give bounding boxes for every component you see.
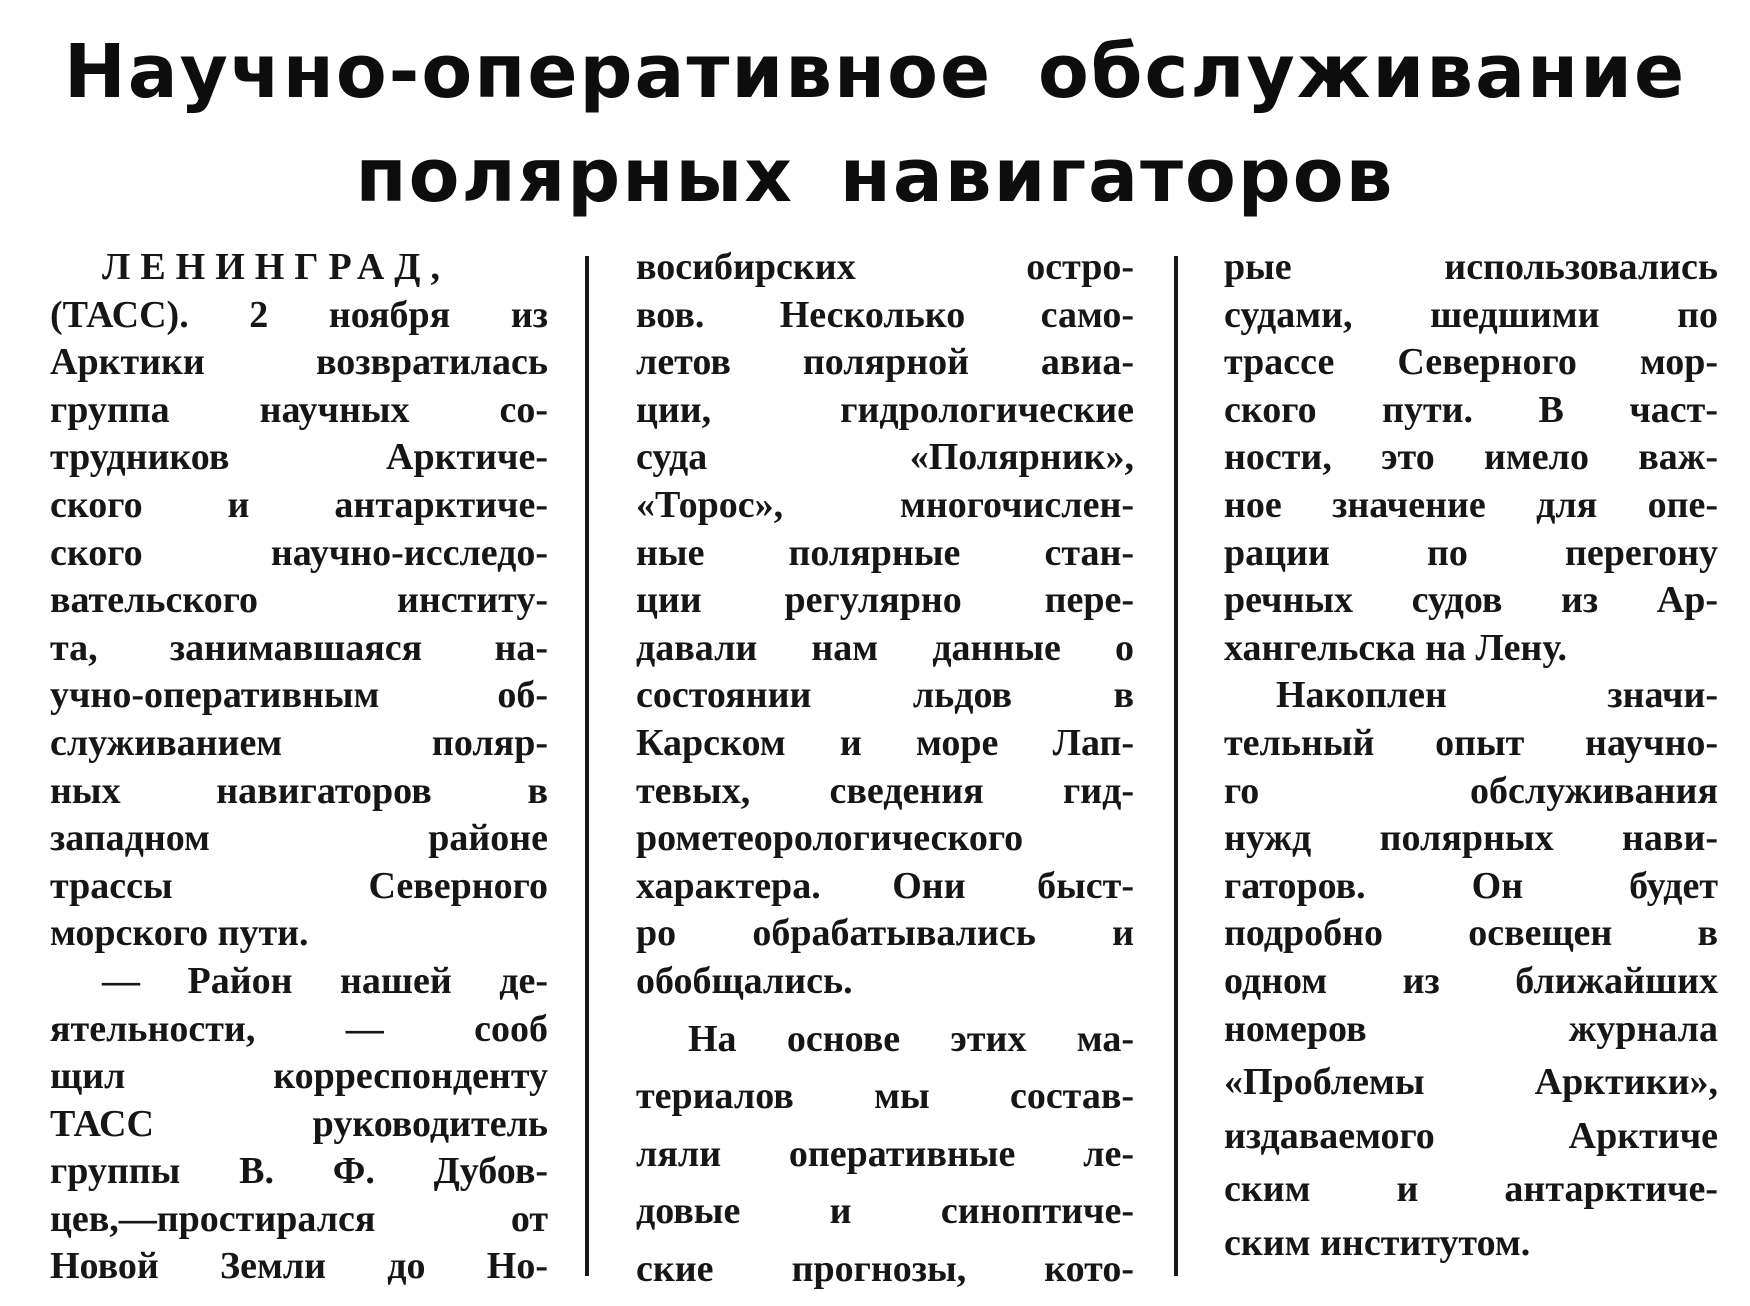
text-line: характера. Они быст- [636, 864, 1134, 907]
text-line: го обслуживания [1224, 769, 1718, 812]
text-line: «Проблемы Арктики», [1224, 1061, 1718, 1104]
text-line: нужд полярных нави- [1224, 817, 1718, 860]
text-line: щил корреспонденту [50, 1055, 548, 1098]
text-line: тельный опыт научно- [1224, 721, 1718, 764]
text-line: суда «Полярник», [636, 436, 1134, 479]
text-line: — Район нашей де- [102, 959, 548, 1002]
text-line: летов полярной авиа- [636, 341, 1134, 384]
text-line: морского пути. [50, 912, 309, 955]
text-line: хангельска на Лену. [1224, 626, 1568, 669]
text-line: издаваемого Арктиче [1224, 1114, 1718, 1157]
text-line: ятельности, — сооб [50, 1007, 548, 1050]
column-divider [1174, 256, 1178, 1276]
text-line: трассе Северного мор- [1224, 341, 1718, 384]
article-column-2 [636, 244, 1134, 1293]
text-line: ции регулярно пере- [636, 579, 1134, 622]
dateline: ЛЕНИНГРАД, [102, 246, 450, 288]
text-line: одном из ближайших [1224, 959, 1718, 1002]
text-line: ности, это имело важ- [1224, 436, 1718, 479]
text-line: «Торос», многочислен- [636, 483, 1134, 526]
text-line: обобщались. [636, 959, 853, 1002]
text-line: рые использовались [1224, 246, 1718, 288]
text-line: группы В. Ф. Дубов- [50, 1150, 548, 1193]
text-line: ского и антарктиче- [50, 483, 548, 526]
text-line: Арктики возвратилась [50, 341, 548, 384]
text-line: ские прогнозы, кото- [636, 1247, 1134, 1290]
text-line: ных навигаторов в [50, 769, 548, 812]
text-line: довые и синоптиче- [636, 1190, 1134, 1233]
text-line: рации по перегону [1224, 531, 1718, 574]
text-line: ским и антарктиче- [1224, 1168, 1718, 1211]
text-line: Новой Земли до Но- [50, 1245, 548, 1288]
text-line: ции, гидрологические [636, 388, 1134, 431]
text-line: гаторов. Он будет [1224, 864, 1718, 907]
text-line: ное значение для опе- [1224, 483, 1718, 526]
text-line: ляли оперативные ле- [636, 1132, 1134, 1175]
text-line: та, занимавшаяся на- [50, 626, 548, 669]
text-line: судами, шедшими по [1224, 293, 1718, 336]
text-line: ского научно-исследо- [50, 531, 548, 574]
text-line: служиванием поляр- [50, 721, 548, 764]
text-line: На основе этих ма- [688, 1017, 1134, 1060]
text-line: Карском и море Лап- [636, 721, 1134, 764]
text-line: териалов мы состав- [636, 1075, 1134, 1118]
text-line: тевых, сведения гид- [636, 769, 1134, 812]
text-line: речных судов из Ар- [1224, 579, 1718, 622]
column-divider [585, 256, 589, 1276]
text-line: трудников Арктиче- [50, 436, 548, 479]
article-column-1 [50, 244, 548, 1291]
text-line: ные полярные стан- [636, 531, 1134, 574]
text-line: цев,—простирался от [50, 1197, 548, 1240]
text-line: давали нам данные о [636, 626, 1134, 669]
text-line: учно-оперативным об- [50, 674, 548, 717]
text-line: трассы Северного [50, 864, 548, 907]
text-line: ского пути. В част- [1224, 388, 1718, 431]
text-line: подробно освещен в [1224, 912, 1718, 955]
headline-line-1: Научно-оперативное обслуживание [63, 29, 1687, 115]
text-line: ро обрабатывались и [636, 912, 1134, 955]
text-line: ТАСС руководитель [50, 1102, 548, 1145]
text-line: вов. Несколько само- [636, 293, 1134, 336]
text-line: рометеорологического [636, 817, 1024, 860]
article-column-3 [1224, 244, 1718, 1267]
text-line: номеров журнала [1224, 1007, 1718, 1050]
text-line: (ТАСС). 2 ноября из [50, 293, 548, 336]
text-line: ским институтом. [1224, 1221, 1531, 1264]
text-line: восибирских остро- [636, 246, 1134, 288]
headline [60, 20, 1690, 228]
text-line: группа научных со- [50, 388, 548, 431]
text-line: вательского институ- [50, 579, 548, 622]
text-line: западном районе [50, 817, 548, 860]
text-line: Накоплен значи- [1276, 674, 1718, 717]
headline-line-2: полярных навигаторов [355, 133, 1395, 219]
text-line: состоянии льдов в [636, 674, 1134, 717]
